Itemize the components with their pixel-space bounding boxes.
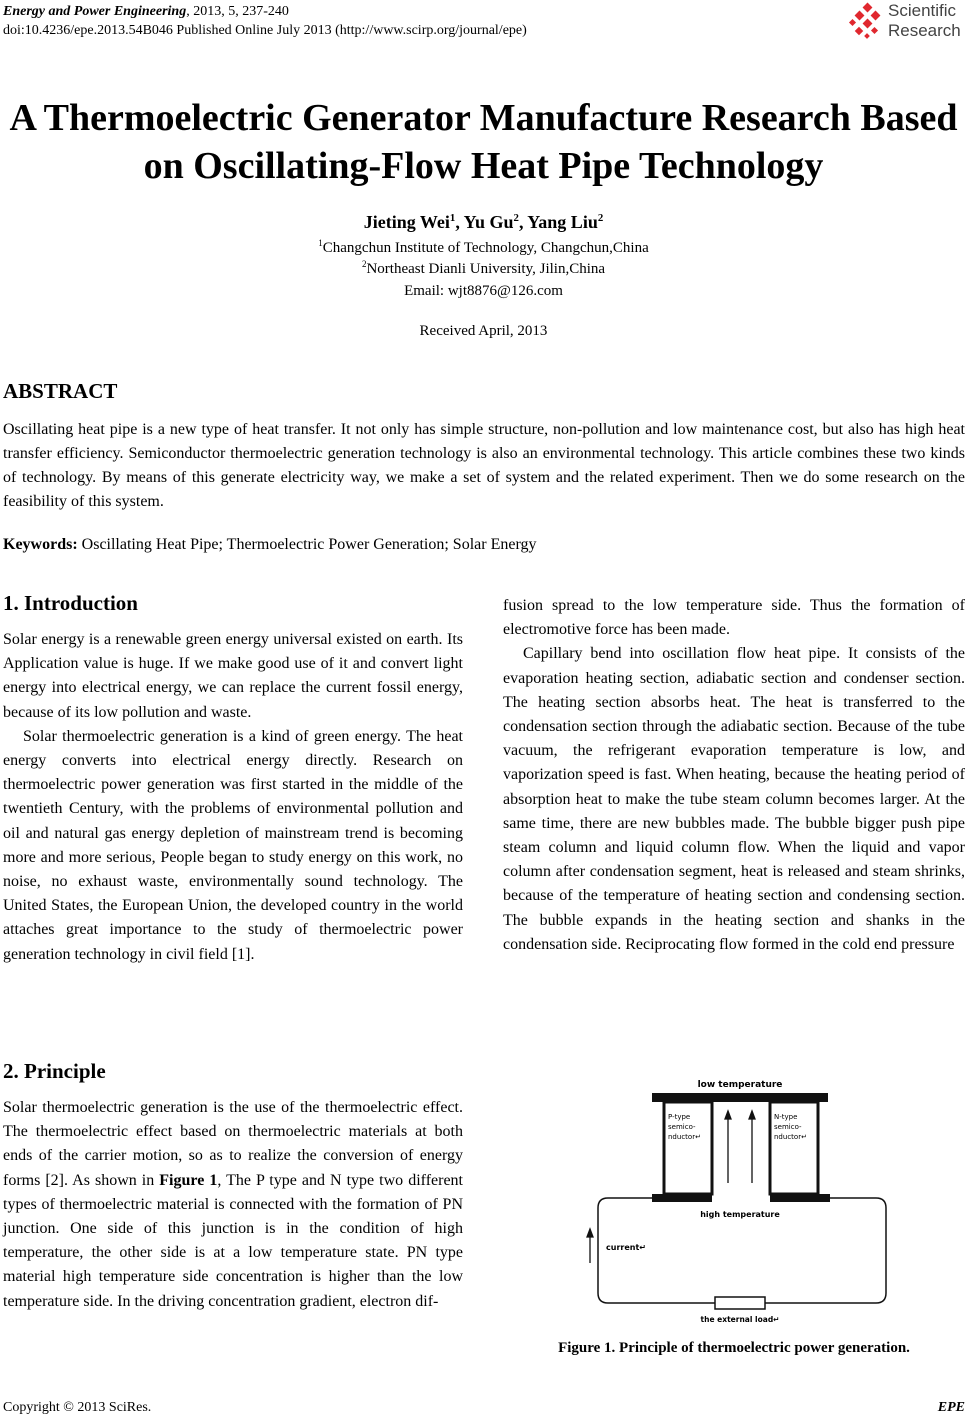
high-temperature-label: high temperature: [700, 1210, 780, 1219]
figure-reference: Figure 1: [159, 1171, 218, 1189]
doi-line: doi:10.4236/epe.2013.54B046 Published Online July 2013 (http://www.scirp.org/journal/epe): [3, 23, 527, 38]
paragraph: Capillary bend into oscillation flow heat pipe. It consists of the evaporation heating section, adiabatic section and condenser section. The heating section absorbs heat. The heat is transferred to the condensation section through the adiabatic section. Because of the tube vacuum, the refrigerant evaporation temperature is low, and vaporization speed is fast. When heating, because the heating period of absorption heat to make the tube steam column becomes larger. At the same time, there are new bubbles made. The bubble bigger push pipe steam column and liquid column flow. When the liquid and vapor column after condensation segment, heat is released and steam shrinks, because of the temperature of heating section and condensing section. The bubble expands in the heating section and shanks in the condensation side. Reciprocating flow formed in the cold end pressure: [503, 645, 965, 953]
copyright: Copyright © 2013 SciRes.: [3, 1400, 152, 1415]
keywords: [3, 533, 536, 557]
author-2-affil: 2: [513, 212, 519, 224]
affiliation-1-text: Changchun Institute of Technology, Changchun,China: [322, 240, 649, 256]
paragraph: fusion spread to the low temperature side. Thus the formation of electromotive force has been made.: [503, 597, 965, 639]
author-3: Yang Liu: [527, 212, 598, 232]
n-type-label: semico-: [774, 1123, 802, 1131]
figure-1-caption: Figure 1. Principle of thermoelectric power generation.: [558, 1340, 910, 1356]
logo-text-line1: Scientific: [888, 1, 957, 20]
section-1-body: [3, 628, 463, 967]
author-sep: ,: [518, 212, 528, 232]
title-line-2: on Oscillating-Flow Heat Pipe Technology: [143, 145, 824, 187]
paragraph-text: Solar thermoelectric generation is the use of the thermoelectric effect. The thermoelectric effect based on thermoelectric materials at both ends of the carrier motion, so as to realize the conversion of energy forms [2]. As shown in: [3, 1099, 463, 1189]
paper-title: [0, 94, 967, 190]
title-line-1: A Thermoelectric Generator Manufacture Research Based: [9, 97, 958, 139]
journal-name: Energy and Power Engineering: [3, 4, 187, 19]
author-3-affil: 2: [597, 212, 604, 224]
external-load-resistor: [715, 1297, 765, 1309]
n-type-label: N-type: [774, 1113, 798, 1121]
logo-text-line2: Research: [888, 21, 961, 40]
figure-1-diagram: [580, 1075, 890, 1325]
section-2-body: [3, 1096, 463, 1314]
journal-header: [3, 3, 289, 20]
current-label: current↵: [606, 1243, 646, 1252]
logo-mark-icon: [848, 2, 888, 42]
author-sep: ,: [455, 212, 464, 232]
author-1: Jieting Wei: [363, 212, 450, 232]
bottom-plate-right: [770, 1194, 830, 1202]
p-type-label: semico-: [668, 1123, 696, 1131]
paragraph: [3, 1096, 463, 1314]
right-column-body: [503, 594, 965, 957]
section-1-heading: 1. Introduction: [3, 591, 138, 615]
keywords-text: Oscillating Heat Pipe; Thermoelectric Power Generation; Solar Energy: [77, 536, 537, 553]
affiliation-2: [0, 260, 967, 279]
abstract-heading: ABSTRACT: [3, 379, 118, 403]
journal-citation: , 2013, 5, 237-240: [186, 4, 289, 19]
received-date: Received April, 2013: [419, 323, 548, 339]
affiliation-1: [0, 239, 967, 258]
p-type-label: nductor↵: [668, 1133, 701, 1141]
author-list: [0, 210, 967, 234]
affiliation-2-mark: 2: [361, 259, 367, 269]
n-type-label: nductor↵: [774, 1133, 807, 1141]
paragraph: Solar energy is a renewable green energy universal existed on earth. Its Application value is huge. If we make good use of it and convert light energy into electrical energy, we can replace the current fossil energy, because of its low pollution and waste.: [3, 631, 463, 721]
affiliation-1-mark: 1: [318, 238, 323, 248]
affiliation-2-text: Northeast Dianli University, Jilin,China: [366, 261, 606, 277]
p-type-label: P-type: [668, 1113, 691, 1121]
low-temperature-label: low temperature: [697, 1080, 783, 1090]
paragraph: Solar thermoelectric generation is a kind of green energy. The heat energy converts into electrical energy directly. Research on thermoelectric power generation was first started in the middle of the twentieth Century, with the problems of environmental pollution and oil and natural gas energy depletion of mainstream trend is becoming more and more serious, People began to study energy on this work, no noise, no exhaust waste, environmentally sound technology. The United States, the European Union, the developed country in the world attaches great importance to the study of thermoelectric power generation technology in civil field [1].: [3, 727, 463, 963]
section-2-heading: 2. Principle: [3, 1059, 106, 1083]
keywords-label: Keywords:: [3, 536, 78, 553]
author-email: Email: wjt8876@126.com: [404, 283, 563, 299]
author-2: Yu Gu: [463, 212, 514, 232]
abstract-text: Oscillating heat pipe is a new type of heat transfer. It not only has simple structure, non-pollution and low maintenance cost, but also has high heat transfer efficiency. Semiconductor thermoelectric generation technology is also an environmental technology. This article combines these two kinds of technology. By means of this generate electricity way, we make a set of system and the related experiment. Then we do some research on the feasibility of this system.: [3, 421, 965, 510]
journal-abbreviation: EPE: [937, 1400, 965, 1415]
bottom-plate-left: [652, 1194, 712, 1202]
external-load-label: the external load↵: [700, 1315, 780, 1324]
paragraph-text: , The P type and N type two different types of thermoelectric material is connected with the formation of PN junction. One side of this junction is in the condition of high temperature, the other side is at a low temperature state. PN type material high temperature side concentration is higher than the low temperature side. In the driving concentration gradient, electron dif-: [3, 1171, 463, 1310]
publisher-logo: [848, 0, 967, 44]
author-1-affil: 1: [449, 212, 456, 224]
